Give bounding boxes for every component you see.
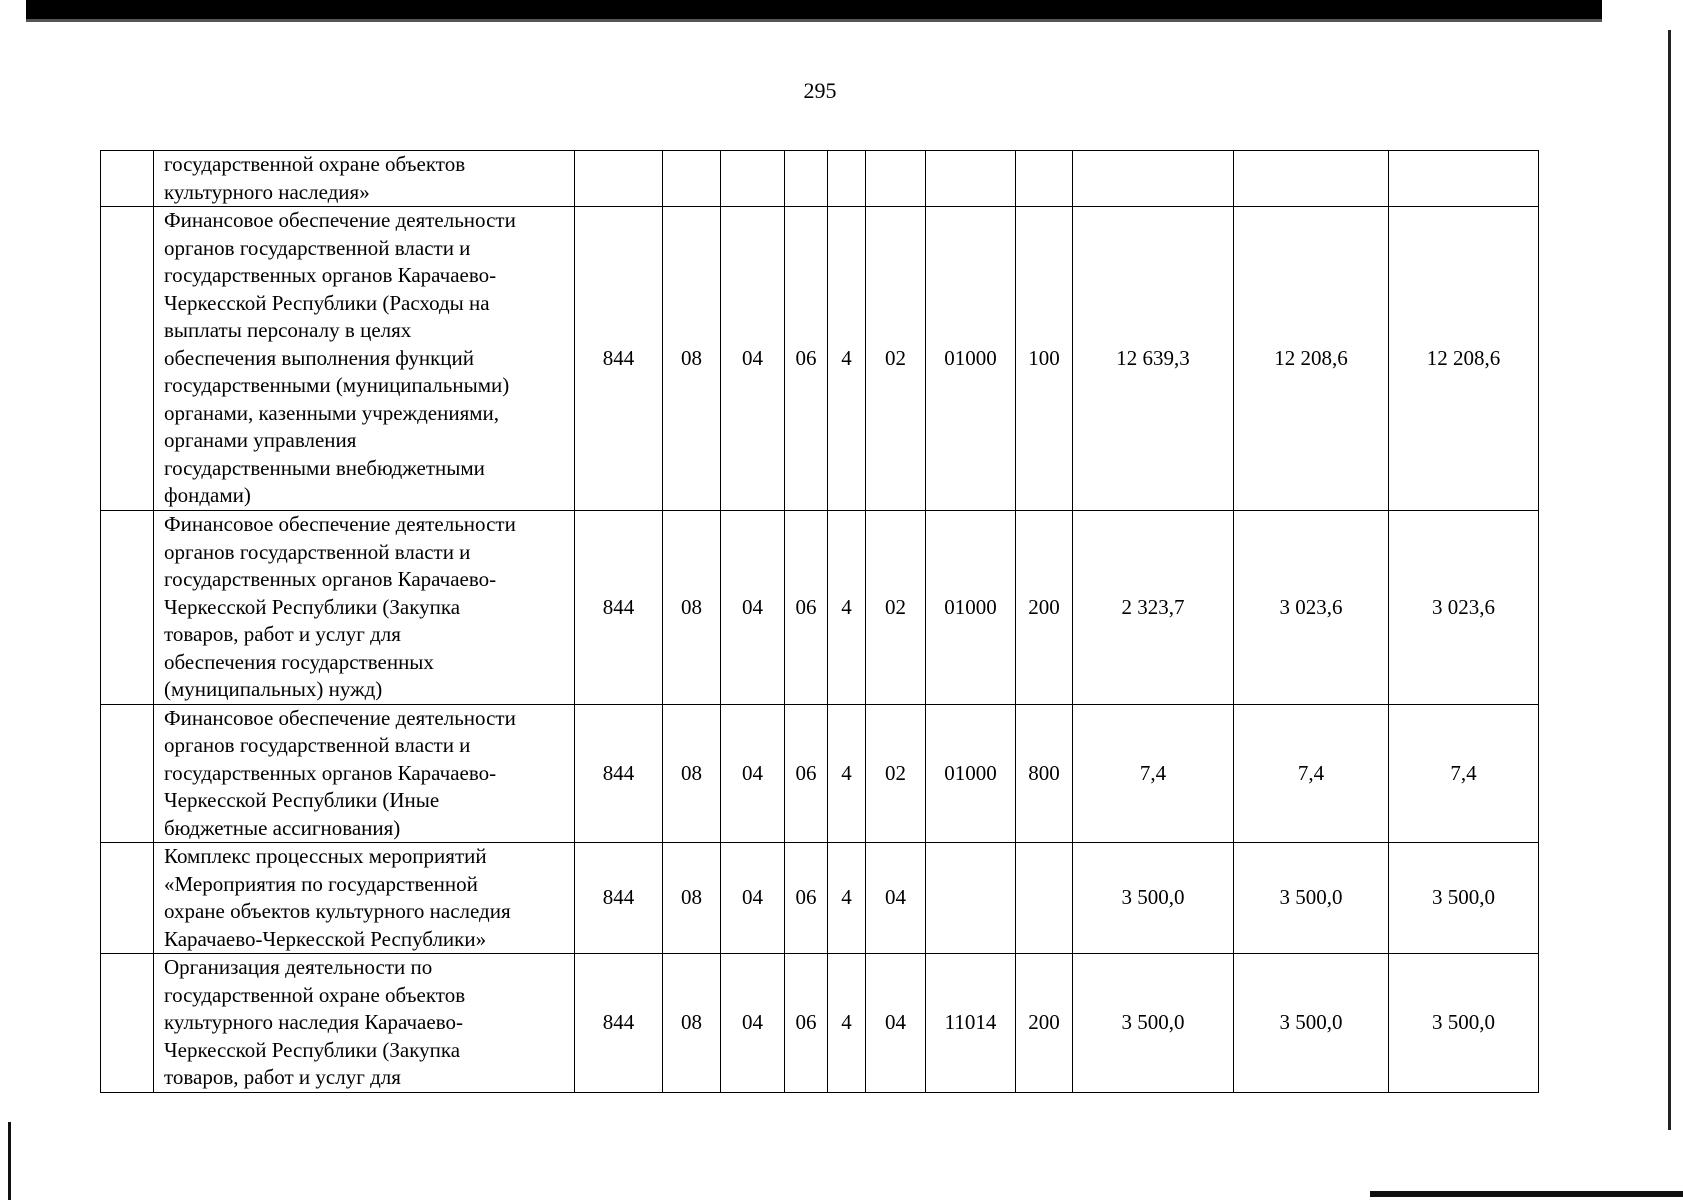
program-code-cell: 06 [785,843,828,954]
scan-left-mark [8,1122,11,1200]
amount-year2-cell [1234,151,1389,207]
expense-type-cell: 100 [1016,207,1073,511]
program-type-cell: 4 [828,207,866,511]
row-number-cell [101,511,154,705]
table-row [101,843,1539,954]
table-row [101,511,1539,705]
table-row [101,704,1539,843]
structural-element-cell: 02 [866,511,926,705]
admin-code-cell: 844 [575,954,663,1093]
row-number-cell [101,151,154,207]
row-number-cell [101,704,154,843]
section-code-cell [663,151,721,207]
expense-type-cell [1016,151,1073,207]
program-code-cell [785,151,828,207]
item-name-cell: Организация деятельности по государственной охране объектов культурного наследия Карачаево- Черкесской Республики (Закупка товаров, работ и услуг для [154,954,575,1093]
amount-year1-cell [1073,151,1234,207]
budget-table [100,150,1539,1093]
admin-code-cell: 844 [575,207,663,511]
amount-year1-cell: 7,4 [1073,704,1234,843]
amount-year2-cell: 7,4 [1234,704,1389,843]
section-code-cell: 08 [663,954,721,1093]
amount-year1-cell: 3 500,0 [1073,843,1234,954]
direction-code-cell [926,151,1016,207]
direction-code-cell: 01000 [926,207,1016,511]
direction-code-cell: 01000 [926,511,1016,705]
subsection-code-cell [721,151,785,207]
program-code-cell: 06 [785,954,828,1093]
amount-year3-cell: 7,4 [1389,704,1539,843]
expense-type-cell [1016,843,1073,954]
expense-type-cell: 800 [1016,704,1073,843]
subsection-code-cell: 04 [721,704,785,843]
amount-year2-cell: 3 500,0 [1234,843,1389,954]
row-number-cell [101,207,154,511]
item-name-cell: Финансовое обеспечение деятельности органов государственной власти и государственных органов Карачаево- Черкесской Республики (Закупка товаров, работ и услуг для обеспечения государственных (муниципальных) нужд) [154,511,575,705]
subsection-code-cell: 04 [721,511,785,705]
amount-year2-cell: 12 208,6 [1234,207,1389,511]
amount-year1-cell: 2 323,7 [1073,511,1234,705]
subsection-code-cell: 04 [721,843,785,954]
scan-top-border [26,0,1602,19]
admin-code-cell [575,151,663,207]
program-code-cell: 06 [785,511,828,705]
expense-type-cell: 200 [1016,511,1073,705]
scan-bottom-edge [1370,1191,1683,1197]
table-row [101,207,1539,511]
structural-element-cell: 04 [866,954,926,1093]
program-type-cell: 4 [828,704,866,843]
amount-year3-cell: 12 208,6 [1389,207,1539,511]
amount-year1-cell: 12 639,3 [1073,207,1234,511]
admin-code-cell: 844 [575,843,663,954]
structural-element-cell: 04 [866,843,926,954]
amount-year3-cell [1389,151,1539,207]
table-row [101,954,1539,1093]
row-number-cell [101,843,154,954]
program-code-cell: 06 [785,207,828,511]
scan-top-border-shadow [26,19,1602,22]
subsection-code-cell: 04 [721,954,785,1093]
amount-year3-cell: 3 500,0 [1389,843,1539,954]
program-code-cell: 06 [785,704,828,843]
structural-element-cell: 02 [866,207,926,511]
item-name-cell: государственной охране объектов культурного наследия» [154,151,575,207]
direction-code-cell: 11014 [926,954,1016,1093]
amount-year3-cell: 3 023,6 [1389,511,1539,705]
item-name-cell: Комплекс процессных мероприятий «Мероприятия по государственной охране объектов культурного наследия Карачаево-Черкесской Республики» [154,843,575,954]
structural-element-cell: 02 [866,704,926,843]
row-number-cell [101,954,154,1093]
page-number: 295 [803,78,837,103]
section-code-cell: 08 [663,704,721,843]
program-type-cell: 4 [828,843,866,954]
section-code-cell: 08 [663,207,721,511]
item-name-cell: Финансовое обеспечение деятельности органов государственной власти и государственных органов Карачаево- Черкесской Республики (Расходы на выплаты персоналу в целях обеспечения выполнения функций государственными (муниципальными) органами, казенными учреждениями, органами управления государственными внебюджетными фондами) [154,207,575,511]
scan-right-edge [1668,30,1671,1130]
program-type-cell: 4 [828,954,866,1093]
direction-code-cell [926,843,1016,954]
program-type-cell [828,151,866,207]
structural-element-cell [866,151,926,207]
direction-code-cell: 01000 [926,704,1016,843]
subsection-code-cell: 04 [721,207,785,511]
amount-year1-cell: 3 500,0 [1073,954,1234,1093]
amount-year3-cell: 3 500,0 [1389,954,1539,1093]
admin-code-cell: 844 [575,704,663,843]
section-code-cell: 08 [663,843,721,954]
amount-year2-cell: 3 500,0 [1234,954,1389,1093]
section-code-cell: 08 [663,511,721,705]
admin-code-cell: 844 [575,511,663,705]
item-name-cell: Финансовое обеспечение деятельности органов государственной власти и государственных органов Карачаево- Черкесской Республики (Иные бюджетные ассигнования) [154,704,575,843]
expense-type-cell: 200 [1016,954,1073,1093]
table-row [101,151,1539,207]
program-type-cell: 4 [828,511,866,705]
amount-year2-cell: 3 023,6 [1234,511,1389,705]
